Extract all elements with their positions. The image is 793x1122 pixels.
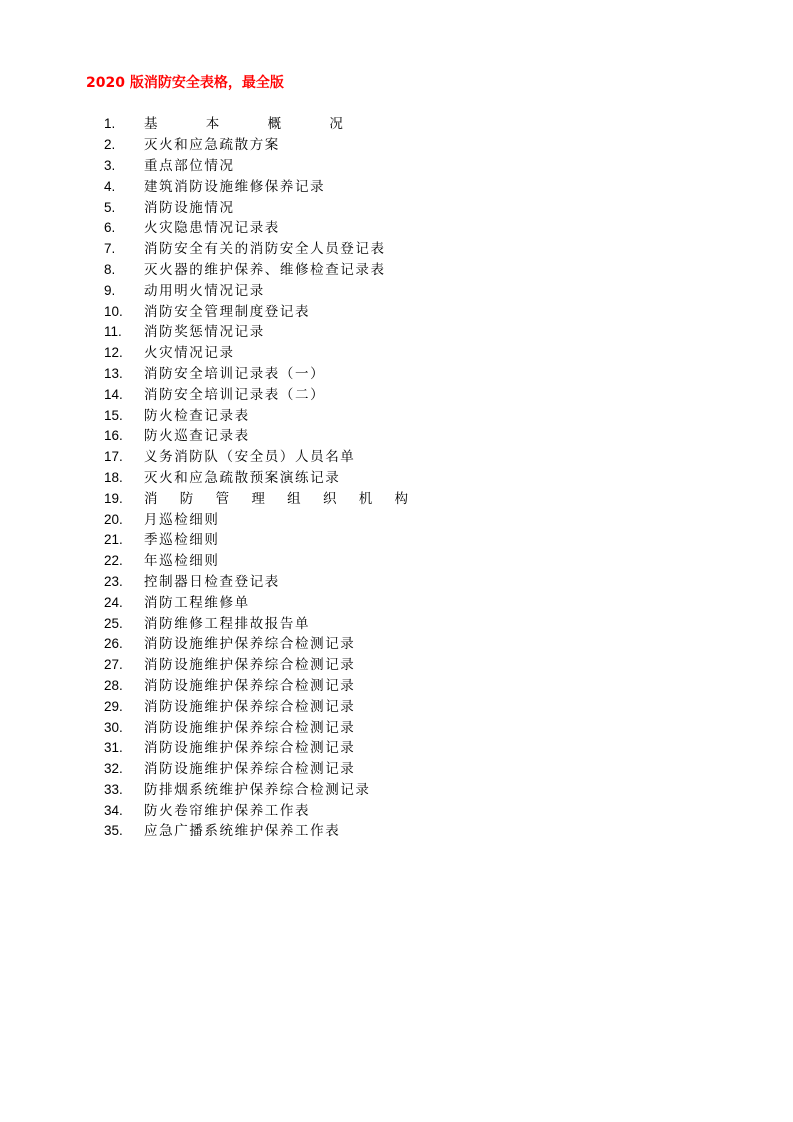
list-item <box>104 197 664 218</box>
list-item-text: 消防设施维护保养综合检测记录 <box>144 740 356 757</box>
list-item <box>104 260 664 281</box>
list-item-number: 11. <box>104 324 122 340</box>
list-item <box>104 738 664 759</box>
list-item <box>104 509 664 530</box>
list-item-text: 消 防 管 理 组 织 机 构 <box>144 490 418 507</box>
list-item <box>104 301 664 322</box>
list-item <box>104 468 664 489</box>
list-item <box>104 800 664 821</box>
list-item-number: 29. <box>104 698 123 714</box>
list-item <box>104 592 664 613</box>
list-item-number: 19. <box>104 490 123 506</box>
list-item-text: 年巡检细则 <box>144 553 220 570</box>
list-item <box>104 343 664 364</box>
list-item-text: 消防设施维护保养综合检测记录 <box>144 677 356 694</box>
list-item-text: 消防安全有关的消防安全人员登记表 <box>144 241 386 258</box>
list-item <box>104 488 664 509</box>
list-item <box>104 364 664 385</box>
list-item-text: 防火卷帘维护保养工作表 <box>144 802 311 819</box>
list-item <box>104 676 664 697</box>
list-item-number: 32. <box>104 761 123 777</box>
list-item-number: 15. <box>104 407 123 423</box>
list-item-number: 6. <box>104 220 116 236</box>
list-item-number: 21. <box>104 532 123 548</box>
list-item-text: 消防设施维护保养综合检测记录 <box>144 657 356 674</box>
list-item-text: 防排烟系统维护保养综合检测记录 <box>144 781 371 798</box>
list-item-number: 9. <box>104 282 116 298</box>
list-item-number: 26. <box>104 636 123 652</box>
list-item-number: 8. <box>104 261 116 277</box>
list-item <box>104 821 664 842</box>
list-item-number: 12. <box>104 345 123 361</box>
list-item-text: 季巡检细则 <box>144 532 220 549</box>
list-item <box>104 572 664 593</box>
list-item-number: 34. <box>104 802 123 818</box>
list-item-number: 23. <box>104 573 123 589</box>
list-item-text: 火灾情况记录 <box>144 345 235 362</box>
list-item-text: 建筑消防设施维修保养记录 <box>144 178 326 195</box>
list-item <box>104 156 664 177</box>
list-item-text: 消防安全培训记录表（一） <box>144 365 326 382</box>
list-item-text: 消防安全管理制度登记表 <box>144 303 311 320</box>
list-item-number: 27. <box>104 657 123 673</box>
list-item-text: 控制器日检查登记表 <box>144 573 280 590</box>
list-item-text: 基 本 概 况 <box>144 116 365 133</box>
list-item-text: 灭火和应急疏散方案 <box>144 137 280 154</box>
list-item-number: 35. <box>104 823 123 839</box>
list-item <box>104 717 664 738</box>
list-item-number: 31. <box>104 740 123 756</box>
list-item-number: 1. <box>104 116 116 132</box>
list-item <box>104 696 664 717</box>
list-item-number: 5. <box>104 199 116 215</box>
list-item <box>104 655 664 676</box>
list-item <box>104 634 664 655</box>
list-item <box>104 759 664 780</box>
list-item-text: 火灾隐患情况记录表 <box>144 220 280 237</box>
list-item-number: 22. <box>104 553 123 569</box>
list-item-number: 28. <box>104 677 123 693</box>
list-item-number: 16. <box>104 428 123 444</box>
page-title: 2020 版消防安全表格，最全版 <box>86 75 284 91</box>
list-item-text: 义务消防队（安全员）人员名单 <box>144 449 356 466</box>
list-item-number: 18. <box>104 469 123 485</box>
list-item <box>104 551 664 572</box>
list-item <box>104 135 664 156</box>
list-item-number: 33. <box>104 781 123 797</box>
list-item-number: 4. <box>104 178 116 194</box>
list-item <box>104 114 664 135</box>
list-item <box>104 405 664 426</box>
list-item-text: 应急广播系统维护保养工作表 <box>144 823 341 840</box>
list-item-text: 月巡检细则 <box>144 511 220 528</box>
list-item <box>104 447 664 468</box>
list-item <box>104 780 664 801</box>
list-item-text: 消防安全培训记录表（二） <box>144 386 326 403</box>
table-of-contents <box>104 114 664 842</box>
list-item-text: 消防设施维护保养综合检测记录 <box>144 761 356 778</box>
list-item-number: 24. <box>104 594 123 610</box>
list-item-number: 25. <box>104 615 123 631</box>
list-item-text: 消防设施情况 <box>144 199 235 216</box>
list-item <box>104 322 664 343</box>
list-item-text: 防火检查记录表 <box>144 407 250 424</box>
list-item-text: 防火巡查记录表 <box>144 428 250 445</box>
list-item-text: 消防奖惩情况记录 <box>144 324 265 341</box>
list-item-number: 13. <box>104 365 123 381</box>
list-item <box>104 218 664 239</box>
list-item-number: 14. <box>104 386 123 402</box>
list-item <box>104 384 664 405</box>
list-item-text: 消防维修工程排故报告单 <box>144 615 311 632</box>
list-item-text: 灭火器的维护保养、维修检查记录表 <box>144 261 386 278</box>
list-item-number: 20. <box>104 511 123 527</box>
list-item <box>104 239 664 260</box>
list-item-text: 消防设施维护保养综合检测记录 <box>144 719 356 736</box>
list-item-number: 10. <box>104 303 123 319</box>
list-item <box>104 426 664 447</box>
list-item <box>104 530 664 551</box>
list-item <box>104 280 664 301</box>
list-item-number: 30. <box>104 719 123 735</box>
list-item-text: 消防设施维护保养综合检测记录 <box>144 636 356 653</box>
list-item <box>104 176 664 197</box>
list-item-text: 消防设施维护保养综合检测记录 <box>144 698 356 715</box>
list-item-number: 2. <box>104 137 116 153</box>
list-item-text: 灭火和应急疏散预案演练记录 <box>144 469 341 486</box>
list-item-number: 17. <box>104 449 123 465</box>
list-item-text: 动用明火情况记录 <box>144 282 265 299</box>
list-item-number: 3. <box>104 157 116 173</box>
list-item-text: 重点部位情况 <box>144 157 235 174</box>
list-item-text: 消防工程维修单 <box>144 594 250 611</box>
list-item <box>104 613 664 634</box>
list-item-number: 7. <box>104 241 116 257</box>
